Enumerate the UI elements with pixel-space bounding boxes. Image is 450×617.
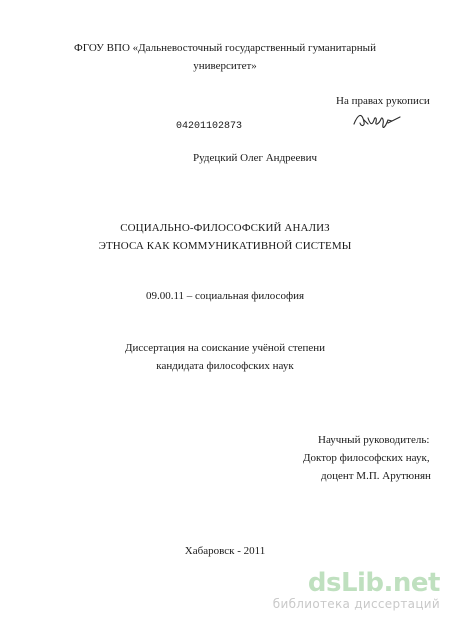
degree-line-2: кандидата философских наук — [156, 360, 294, 372]
supervisor-degree: Доктор философских наук, — [303, 452, 430, 464]
title-line-2: ЭТНОСА КАК КОММУНИКАТИВНОЙ СИСТЕМЫ — [98, 240, 352, 252]
catalog-number: 04201102873 — [176, 121, 243, 132]
manuscript-rights: На правах рукописи — [336, 95, 430, 107]
city-year: Хабаровск - 2011 — [184, 545, 266, 557]
supervisor-label: Научный руководитель: — [318, 434, 430, 446]
institution-line-2: университет» — [193, 60, 257, 72]
institution-line-1: ФГОУ ВПО «Дальневосточный государственный гуманитарный — [74, 42, 376, 54]
author-name: Рудецкий Олег Андреевич — [193, 152, 318, 164]
title-line-1: СОЦИАЛЬНО-ФИЛОСОФСКИЙ АНАЛИЗ — [120, 222, 330, 234]
supervisor-name: доцент М.П. Арутюнян — [321, 470, 431, 482]
degree-line-1: Диссертация на соискание учёной степени — [124, 342, 326, 354]
watermark-subtitle: библиотека диссертаций — [272, 597, 440, 611]
watermark-logo: dsLib.net — [307, 568, 440, 598]
dslib-watermark — [273, 569, 440, 611]
specialty: 09.00.11 – социальная философия — [145, 290, 305, 302]
handwritten-signature — [352, 108, 408, 132]
